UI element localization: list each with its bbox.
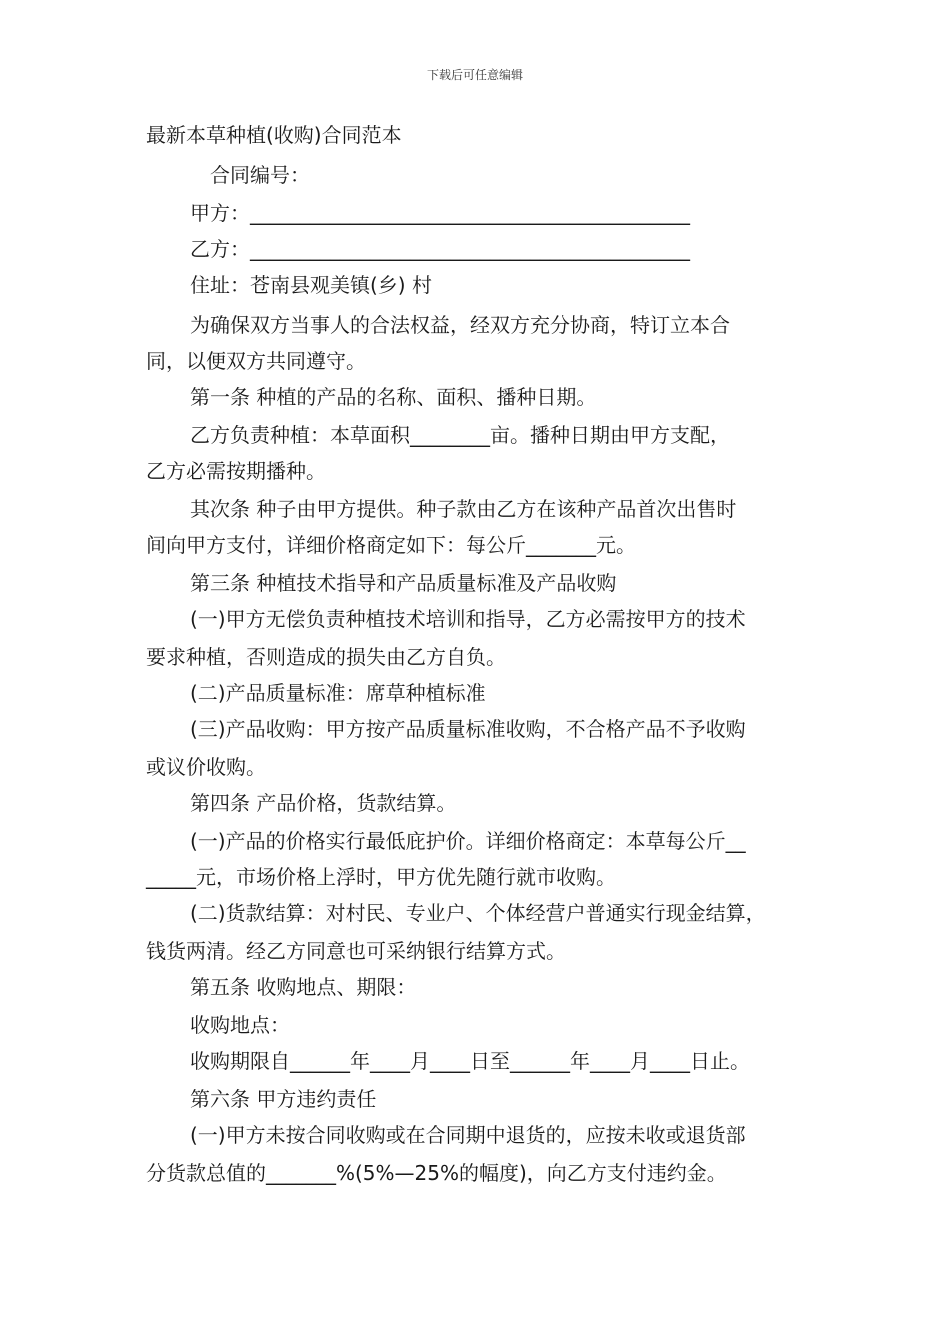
page-header-note: 下载后可任意编辑 (426, 68, 523, 82)
article-6-item-1-line-1: (一)甲方未按合同收购或在合同期中退货的，应按未收或退货部 (190, 1123, 746, 1147)
article-3-item-1-line-1: (一)甲方无偿负责种植技术培训和指导，乙方必需按甲方的技术 (190, 607, 746, 631)
article-4-title: 第四条 产品价格，货款结算。 (190, 791, 457, 815)
article-1-paragraph-line-1: 乙方负责种植：本草面积________亩。播种日期由甲方支配， (190, 423, 730, 447)
article-4-item-2-line-1: (二)货款结算：对村民、专业户、个体经营户普通实行现金结算， (190, 901, 766, 925)
contract-number-label: 合同编号： (210, 163, 310, 187)
article-3-item-2: (二)产品质量标准：席草种植标准 (190, 681, 486, 705)
article-1-title: 第一条 种植的产品的名称、面积、播种日期。 (190, 385, 597, 409)
article-6-title: 第六条 甲方违约责任 (190, 1087, 377, 1111)
article-2-paragraph-line-2: 间向甲方支付，详细价格商定如下：每公斤_______元。 (146, 533, 636, 557)
party-b-line: 乙方：____________________________________________ (190, 237, 690, 261)
article-3-item-1-line-2: 要求种植，否则造成的损失由乙方自负。 (146, 645, 506, 669)
article-3-item-3-line-2: 或议价收购。 (146, 755, 266, 779)
party-a-line: 甲方：____________________________________________ (190, 201, 690, 225)
intro-paragraph-line-1: 为确保双方当事人的合法权益，经双方充分协商，特订立本合 (190, 313, 730, 337)
article-6-item-1-line-2: 分货款总值的_______%(5%—25%的幅度)，向乙方支付违约金。 (146, 1161, 727, 1185)
article-5-place: 收购地点： (190, 1013, 290, 1037)
address-line: 住址：苍南县观美镇(乡) 村 (190, 273, 432, 297)
article-4-item-1-line-1: (一)产品的价格实行最低庇护价。详细价格商定：本草每公斤__ (190, 829, 746, 853)
article-2-paragraph-line-1: 其次条 种子由甲方提供。种子款由乙方在该种产品首次出售时 (190, 497, 737, 521)
article-4-item-1-line-2: _____元，市场价格上浮时，甲方优先随行就市收购。 (146, 865, 616, 889)
article-3-title: 第三条 种植技术指导和产品质量标准及产品收购 (190, 571, 617, 595)
article-5-period: 收购期限自______年____月____日至______年____月____日止。 (190, 1049, 750, 1073)
article-1-paragraph-line-2: 乙方必需按期播种。 (146, 459, 326, 483)
article-4-item-2-line-2: 钱货两清。经乙方同意也可采纳银行结算方式。 (146, 939, 566, 963)
document-title: 最新本草种植(收购)合同范本 (146, 123, 402, 147)
intro-paragraph-line-2: 同，以便双方共同遵守。 (146, 349, 366, 373)
article-3-item-3-line-1: (三)产品收购：甲方按产品质量标准收购，不合格产品不予收购 (190, 717, 746, 741)
article-5-title: 第五条 收购地点、期限： (190, 975, 417, 999)
